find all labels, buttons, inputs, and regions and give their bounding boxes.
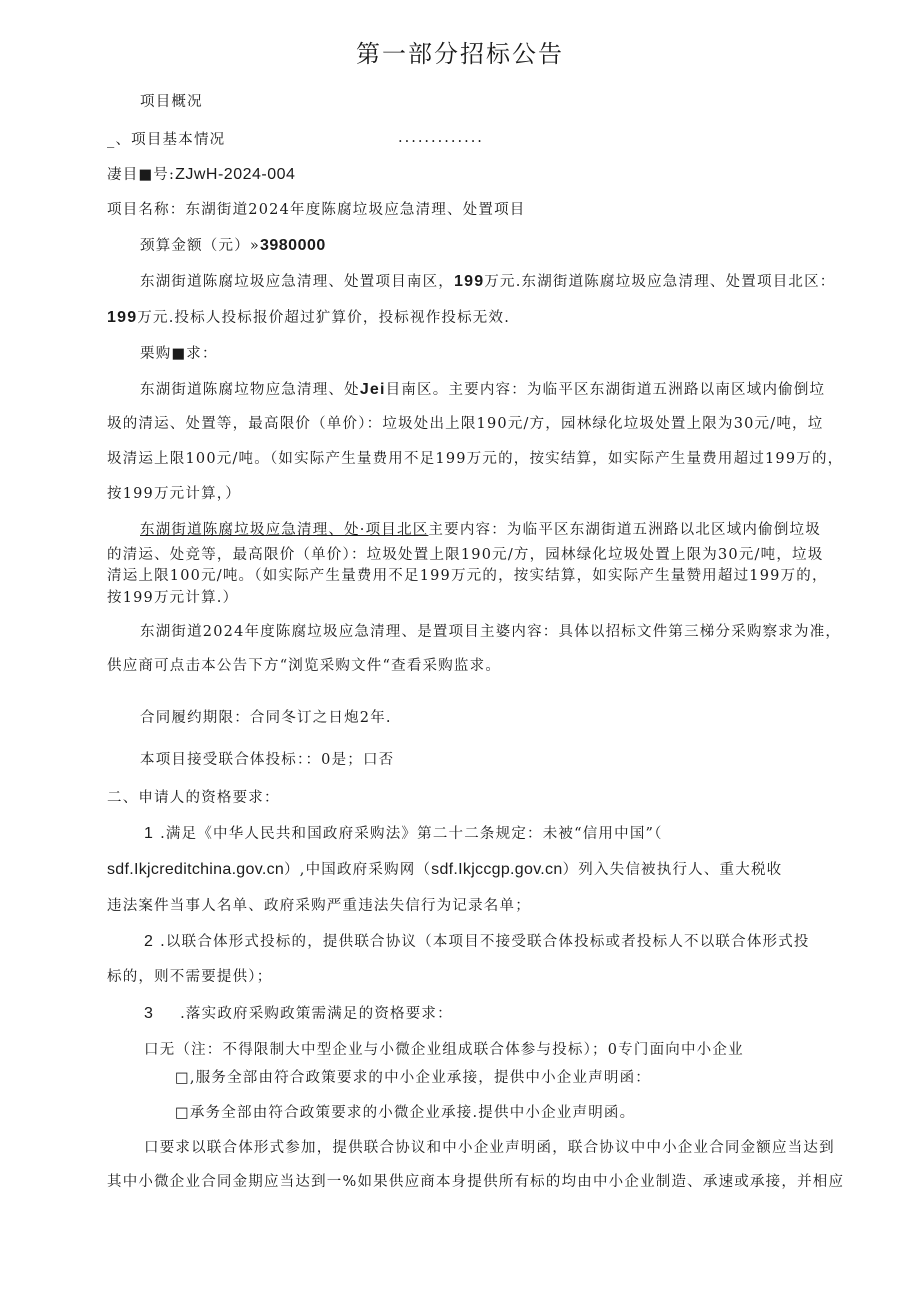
south-content-line-3: 圾清运上限100元/吨。（如实际产生量费用不足199万元的，按实结算，如实际产生量费用超过199万的， (107, 451, 844, 467)
south-content-prefix: 东湖街道陈腐垃物应急清理、处 (140, 382, 360, 398)
ccgp-url: sdf.Ikjccgp.gov.cn (431, 861, 563, 878)
main-content-line-1: 东湖街道2024年度陈腐垃圾应急清理、是置项目主婆内容：具体以招标文件第三梯分采购察求为准， (140, 624, 842, 640)
south-content-rest: 目南区。主要内容：为临平区东湖街道五洲路以南区域内偷倒垃 (385, 382, 826, 398)
sme-option-micro: □承务全部由符合政策要求的小微企业承接.提供中小企业声明函。 (175, 1105, 636, 1121)
creditchina-url: sdf.Ikjcreditchina.gov.cn (107, 861, 285, 878)
page-title: 第一部分招标公告 (356, 40, 564, 68)
qualification-2-text: .以联合体形式投标的，提供联合协议（本项目不接受联合体投标或者投标人不以联合体形式投 (160, 934, 810, 950)
budget-limit-note: 万元.投标人投标报价超过犷算价，投标视作投标无效. (137, 310, 511, 326)
qualification-1-line-2 (107, 860, 782, 880)
section-heading-qualifications: 二、申请人的资格要求： (107, 790, 280, 806)
north-content-line-4: 按199万元计算.） (107, 590, 239, 606)
budget-detail-line-1 (140, 272, 836, 292)
main-content-line-2: 供应商可点击本公告下方“浏览采购文件“查看采购监求。 (107, 658, 502, 674)
north-content-line-1 (140, 520, 821, 540)
consortium-requirement-line-1: 口要求以联合体形式参加，提供联合协议和中小企业声明函，联合协议中中小企业合同金额应当达到 (144, 1140, 835, 1156)
sme-option-sme: □,服务全部由符合政策要求的中小企业承接，提供中小企业声明函： (175, 1070, 652, 1086)
qualification-1-number: 1 (144, 825, 155, 842)
section-heading-overview: 项目概况 (140, 94, 203, 110)
project-number-value: ZJwH-2024-004 (175, 166, 296, 183)
consortium-acceptance: 本项目接受联合体投标：：0是；口否 (140, 752, 395, 768)
qualification-1-ccgp-prefix: ）,中国政府采购网（ (284, 862, 432, 878)
contract-period: 合同履约期限：合同冬订之日炮2年. (140, 710, 392, 726)
south-content-line-4: 按199万元计算，） (107, 486, 241, 502)
project-number-row (107, 165, 295, 185)
budget-label: 颈算金额（元）» (140, 238, 260, 254)
north-content-line-3: 清运上限100元/吨。（如实际产生量费用不足199万元的，按实结算，如实际产生量赞用超过199万的， (107, 568, 828, 584)
south-content-line-1 (140, 380, 825, 400)
north-content-rest: 主要内容：为临平区东湖街道五洲路以北区域内偷倒垃圾 (428, 522, 821, 538)
sme-option-none: 口无（注：不得限制大中型企业与小微企业组成联合体参与投标）；0专门面向中小企业 (144, 1042, 744, 1058)
qualification-2-number: 2 (144, 933, 155, 950)
consortium-requirement-line-2: 其中小微企业合同金期应当达到一%如果供应商本身提供所有标的均由中小企业制造、承速或承接，并相应 (107, 1174, 845, 1190)
procurement-requirements-heading: 栗购■求： (140, 346, 218, 362)
qualification-2-line-1 (144, 932, 810, 952)
budget-value: 3980000 (259, 237, 326, 254)
south-content-garbled: Jei (359, 381, 386, 398)
south-content-line-2: 圾的清运、处置等，最高限价（单价）：垃圾处出上限190元/方，园林绿化垃圾处置上限为30元/吨，垃 (107, 416, 824, 432)
budget-detail-line-2 (107, 308, 510, 328)
north-amount: 199 (107, 309, 138, 326)
north-content-line-2: 的清运、处竞等，最高限价（单价）：垃圾处置上限190元/方，园林绿化垃圾处置上限为30元/吨，垃圾 (107, 547, 824, 563)
dot-leader: ............. (398, 130, 484, 146)
budget-row (140, 236, 326, 256)
budget-detail-north: 万元.东湖街道陈腐垃圾应急清理、处置项目北区： (484, 274, 836, 290)
qualification-2-line-2: 标的，则不需要提供）； (107, 969, 273, 985)
north-content-prefix: 东湖街道陈腐垃圾应急清理、处·项目北区 (140, 522, 429, 538)
qualification-1-line-3: 违法案件当事人名单、政府采购严重违法失信行为记录名单； (107, 898, 531, 914)
south-amount: 199 (454, 273, 485, 290)
qualification-1-ccgp-suffix: ）列入失信被执行人、重大税收 (562, 862, 783, 878)
budget-detail-south: 东湖街道陈腐垃圾应急清理、处置项目南区， (140, 274, 454, 290)
project-number-label: 凄目■号: (107, 167, 176, 183)
qualification-1-text: .满足《中华人民共和国政府采购法》第二十二条规定：未被“信用中国”（ (160, 826, 663, 842)
qualification-1-line-1 (144, 824, 663, 844)
section-heading-basic-info: _、项目基本情况 (107, 132, 226, 148)
qualification-3-line-1 (144, 1004, 453, 1024)
qualification-3-number: 3 (144, 1005, 155, 1022)
project-name: 项目名称：东湖街道2024年度陈腐垃圾应急清理、处置项目 (107, 202, 526, 218)
qualification-3-text: .落实政府采购政策需满足的资格要求： (180, 1006, 453, 1022)
